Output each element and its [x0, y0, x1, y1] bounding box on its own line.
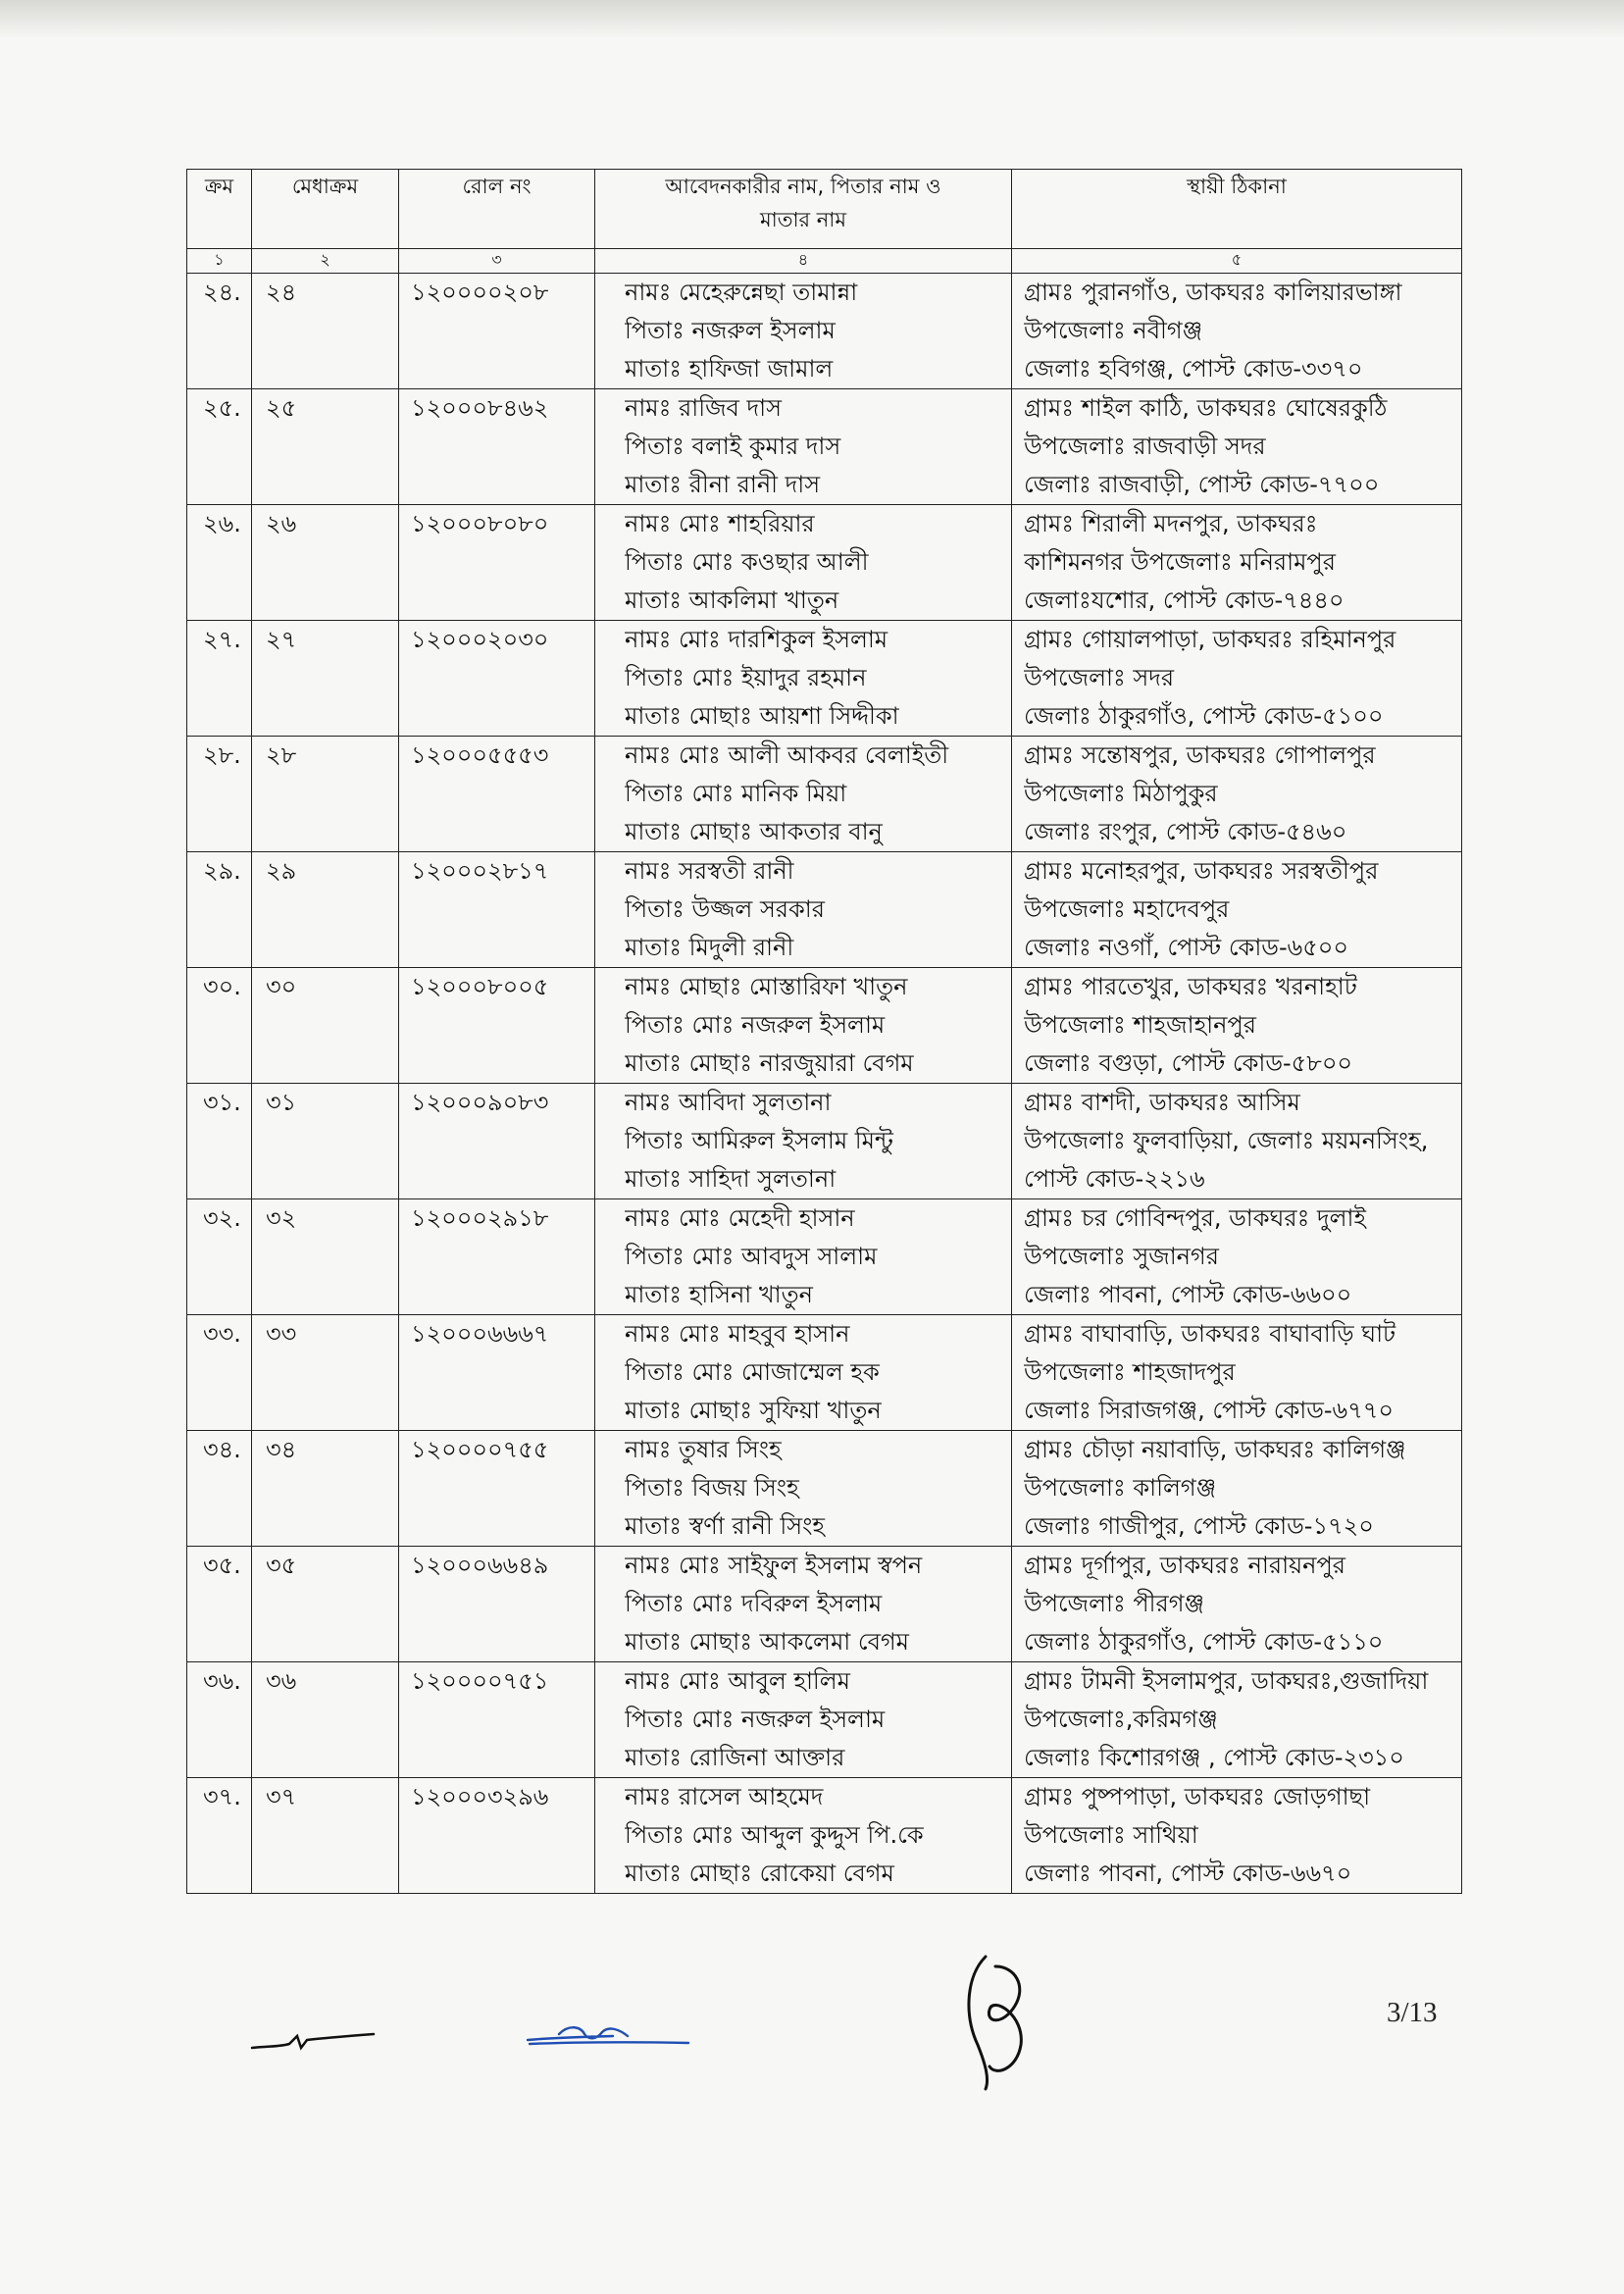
- roll-cell: [399, 274, 595, 389]
- column-number: ৩: [399, 249, 595, 274]
- address-line-3: জেলাঃ রংপুর, পোস্ট কোড-৫৪৬০: [1024, 818, 1347, 845]
- table-row: [187, 852, 1462, 968]
- merit-cell: [252, 968, 399, 1084]
- address-line-2: উপজেলাঃ মহাদেবপুর: [1024, 895, 1230, 923]
- table-row: [187, 505, 1462, 621]
- serial-cell: [187, 737, 252, 852]
- applicant-name: নামঃ রাজিব দাস: [625, 394, 782, 422]
- mother-name: মাতাঃ আকলিমা খাতুন: [625, 586, 839, 614]
- address-line-2: উপজেলাঃ মিঠাপুকুর: [1024, 780, 1218, 807]
- roll-value: ১২০০০০৭৫১: [411, 1667, 549, 1695]
- mother-name: মাতাঃ মোছাঃ আকলেমা বেগম: [625, 1628, 910, 1656]
- serial-value: ২৯.: [203, 857, 241, 885]
- mother-name: মাতাঃ মোছাঃ সুফিয়া খাতুন: [625, 1397, 882, 1424]
- serial-cell: [187, 274, 252, 389]
- address-line-2: উপজেলাঃ শাহজাদপুর: [1024, 1358, 1236, 1386]
- serial-cell: [187, 389, 252, 505]
- address-cell: [1012, 1315, 1462, 1431]
- roll-cell: [399, 389, 595, 505]
- roll-cell: [399, 1662, 595, 1778]
- applicant-name: নামঃ মোঃ আবুল হালিম: [625, 1667, 850, 1695]
- roll-value: ১২০০০২০৩০: [411, 626, 549, 653]
- merit-cell: [252, 621, 399, 737]
- mother-name: মাতাঃ হাসিনা খাতুন: [625, 1281, 813, 1308]
- applicant-name: নামঃ মোছাঃ মোস্তারিফা খাতুন: [625, 973, 908, 1000]
- header-serial: ক্রম: [187, 170, 252, 249]
- address-line-1: গ্রামঃ গোয়ালপাড়া, ডাকঘরঃ রহিমানপুর: [1024, 626, 1396, 653]
- address-line-1: গ্রামঃ পারতেখুর, ডাকঘরঃ খরনাহাট: [1024, 973, 1357, 1000]
- serial-cell: [187, 852, 252, 968]
- serial-cell: [187, 1431, 252, 1547]
- address-line-3: জেলাঃ নওগাঁ, পোস্ট কোড-৬৫০০: [1024, 934, 1349, 961]
- roll-value: ১২০০০৮০০৫: [411, 973, 549, 1000]
- table-row: [187, 1547, 1462, 1662]
- merit-value: ২৯: [266, 857, 297, 885]
- serial-cell: [187, 1547, 252, 1662]
- serial-cell: [187, 1199, 252, 1315]
- serial-cell: [187, 505, 252, 621]
- address-line-3: পোস্ট কোড-২২১৬: [1024, 1165, 1205, 1193]
- serial-value: ২৬.: [203, 510, 241, 537]
- address-line-2: উপজেলাঃ ফুলবাড়িয়া, জেলাঃ ময়মনসিংহ,: [1024, 1127, 1429, 1154]
- address-cell: [1012, 1431, 1462, 1547]
- name-cell: [595, 621, 1012, 737]
- address-line-3: জেলাঃ পাবনা, পোস্ট কোড-৬৬০০: [1024, 1281, 1352, 1308]
- merit-value: ৩০: [266, 973, 297, 1000]
- address-cell: [1012, 1778, 1462, 1894]
- header-roll: রোল নং: [399, 170, 595, 249]
- mother-name: মাতাঃ রোজিনা আক্তার: [625, 1744, 845, 1771]
- table-row: [187, 389, 1462, 505]
- applicant-name: নামঃ মোঃ দারশিকুল ইসলাম: [625, 626, 888, 653]
- address-line-1: গ্রামঃ চৌড়া নয়াবাড়ি, ডাকঘরঃ কালিগঞ্জ: [1024, 1436, 1406, 1463]
- address-cell: [1012, 1547, 1462, 1662]
- address-line-3: জেলাঃ ঠাকুরগাঁও, পোস্ট কোড-৫১১০: [1024, 1628, 1384, 1656]
- roll-value: ১২০০০৩২৯৬: [411, 1783, 549, 1810]
- address-cell: [1012, 274, 1462, 389]
- father-name: পিতাঃ মোঃ আবদুস সালাম: [625, 1243, 878, 1270]
- address-line-1: গ্রামঃ বাশদী, ডাকঘরঃ আসিম: [1024, 1089, 1300, 1116]
- address-line-2: কাশিমনগর উপজেলাঃ মনিরামপুর: [1024, 548, 1336, 576]
- roll-value: ১২০০০৮০৮০: [411, 510, 549, 537]
- name-cell: [595, 1199, 1012, 1315]
- address-line-1: গ্রামঃ চর গোবিন্দপুর, ডাকঘরঃ দুলাই: [1024, 1204, 1366, 1232]
- serial-value: ২৫.: [203, 394, 241, 422]
- father-name: পিতাঃ মোঃ মানিক মিয়া: [625, 780, 847, 807]
- address-cell: [1012, 968, 1462, 1084]
- name-cell: [595, 274, 1012, 389]
- father-name: পিতাঃ মোঃ মোজাম্মেল হক: [625, 1358, 880, 1386]
- father-name: পিতাঃ মোঃ আব্দুল কুদ্দুস পি.কে: [625, 1821, 924, 1849]
- mother-name: মাতাঃ সাহিদা সুলতানা: [625, 1165, 837, 1193]
- merit-value: ৩২: [266, 1204, 297, 1232]
- column-number-row: [187, 249, 1462, 274]
- father-name: পিতাঃ মোঃ দবিরুল ইসলাম: [625, 1590, 883, 1617]
- header-address: স্থায়ী ঠিকানা: [1012, 170, 1462, 249]
- address-line-3: জেলাঃ রাজবাড়ী, পোস্ট কোড-৭৭০০: [1024, 471, 1380, 498]
- address-line-2: উপজেলাঃ কালিগঞ্জ: [1024, 1474, 1217, 1502]
- signature-2: [520, 2011, 696, 2060]
- merit-cell: [252, 737, 399, 852]
- header-row: [187, 170, 1462, 249]
- serial-value: ৩৩.: [203, 1320, 241, 1348]
- serial-value: ৩৫.: [203, 1552, 241, 1579]
- merit-cell: [252, 1547, 399, 1662]
- header-name: [595, 170, 1012, 249]
- merit-value: ২৬: [266, 510, 297, 537]
- table-row: [187, 1778, 1462, 1894]
- table-row: [187, 968, 1462, 1084]
- name-cell: [595, 852, 1012, 968]
- applicant-name: নামঃ তুষার সিংহ: [625, 1436, 782, 1463]
- father-name: পিতাঃ নজরুল ইসলাম: [625, 317, 836, 344]
- applicant-name: নামঃ মোঃ শাহরিয়ার: [625, 510, 815, 537]
- address-cell: [1012, 737, 1462, 852]
- merit-value: ২৭: [266, 626, 297, 653]
- column-number: ২: [252, 249, 399, 274]
- address-line-3: জেলাঃ সিরাজগঞ্জ, পোস্ট কোড-৬৭৭০: [1024, 1397, 1394, 1424]
- mother-name: মাতাঃ মিদুলী রানী: [625, 934, 794, 961]
- address-line-2: উপজেলাঃ রাজবাড়ী সদর: [1024, 433, 1266, 460]
- father-name: পিতাঃ বিজয় সিংহ: [625, 1474, 799, 1502]
- serial-value: ২৪.: [203, 279, 241, 306]
- applicant-name: নামঃ মেহেরুন্নেছা তামান্না: [625, 279, 858, 306]
- mother-name: মাতাঃ স্বর্ণা রানী সিংহ: [625, 1512, 826, 1540]
- name-cell: [595, 505, 1012, 621]
- address-line-2: উপজেলাঃ সাথিয়া: [1024, 1821, 1198, 1849]
- mother-name: মাতাঃ মোছাঃ আয়শা সিদ্দীকা: [625, 702, 899, 730]
- merit-value: ৩৩: [266, 1320, 297, 1348]
- signature-initials: [956, 1947, 1044, 2094]
- address-line-2: উপজেলাঃ,করিমগঞ্জ: [1024, 1706, 1218, 1733]
- column-number: ৫: [1012, 249, 1462, 274]
- mother-name: মাতাঃ হাফিজা জামাল: [625, 355, 834, 382]
- address-line-1: গ্রামঃ বাঘাবাড়ি, ডাকঘরঃ বাঘাবাড়ি ঘাট: [1024, 1320, 1396, 1348]
- merit-cell: [252, 852, 399, 968]
- merit-cell: [252, 1431, 399, 1547]
- serial-cell: [187, 1662, 252, 1778]
- name-cell: [595, 737, 1012, 852]
- address-line-3: জেলাঃ গাজীপুর, পোস্ট কোড-১৭২০: [1024, 1512, 1374, 1540]
- header-merit: মেধাক্রম: [252, 170, 399, 249]
- merit-cell: [252, 1778, 399, 1894]
- address-line-1: গ্রামঃ পুরানগাঁও, ডাকঘরঃ কালিয়ারভাঙ্গা: [1024, 279, 1402, 306]
- address-cell: [1012, 1662, 1462, 1778]
- page-number: 3/13: [1387, 1997, 1438, 2028]
- roll-cell: [399, 737, 595, 852]
- name-cell: [595, 1547, 1012, 1662]
- father-name: পিতাঃ উজ্জল সরকার: [625, 895, 825, 923]
- address-cell: [1012, 505, 1462, 621]
- merit-cell: [252, 1084, 399, 1199]
- serial-cell: [187, 1315, 252, 1431]
- roll-value: ১২০০০২৯১৮: [411, 1204, 549, 1232]
- roll-value: ১২০০০৮৪৬২: [411, 394, 549, 422]
- father-name: পিতাঃ মোঃ ইয়াদুর রহমান: [625, 664, 867, 691]
- table-row: [187, 1199, 1462, 1315]
- name-cell: [595, 1084, 1012, 1199]
- serial-cell: [187, 1084, 252, 1199]
- column-number: ৪: [595, 249, 1012, 274]
- merit-cell: [252, 274, 399, 389]
- name-cell: [595, 968, 1012, 1084]
- merit-cell: [252, 1315, 399, 1431]
- roll-cell: [399, 1084, 595, 1199]
- roll-cell: [399, 621, 595, 737]
- father-name: পিতাঃ মোঃ নজরুল ইসলাম: [625, 1011, 886, 1039]
- table-row: [187, 1431, 1462, 1547]
- address-line-1: গ্রামঃ সন্তোষপুর, ডাকঘরঃ গোপালপুর: [1024, 741, 1376, 769]
- address-line-1: গ্রামঃ দূর্গাপুর, ডাকঘরঃ নারায়নপুর: [1024, 1552, 1346, 1579]
- table-row: [187, 1315, 1462, 1431]
- roll-value: ১২০০০০২০৮: [411, 279, 549, 306]
- father-name: পিতাঃ আমিরুল ইসলাম মিন্টু: [625, 1127, 893, 1154]
- applicant-table: [186, 169, 1462, 1894]
- merit-cell: [252, 1199, 399, 1315]
- address-cell: [1012, 389, 1462, 505]
- serial-value: ৩৭.: [203, 1783, 241, 1810]
- applicant-name: নামঃ মোঃ মাহবুব হাসান: [625, 1320, 850, 1348]
- applicant-name: নামঃ আবিদা সুলতানা: [625, 1089, 832, 1116]
- serial-value: ২৮.: [203, 741, 241, 769]
- roll-cell: [399, 852, 595, 968]
- serial-cell: [187, 1778, 252, 1894]
- roll-value: ১২০০০৬৬৬৭: [411, 1320, 549, 1348]
- serial-value: ৩০.: [203, 973, 241, 1000]
- applicant-name: নামঃ মোঃ মেহেদী হাসান: [625, 1204, 855, 1232]
- mother-name: মাতাঃ রীনা রানী দাস: [625, 471, 821, 498]
- table-row: [187, 1662, 1462, 1778]
- serial-value: ২৭.: [203, 626, 241, 653]
- merit-value: ৩৪: [266, 1436, 297, 1463]
- father-name: পিতাঃ বলাই কুমার দাস: [625, 433, 841, 460]
- merit-value: ২৪: [266, 279, 297, 306]
- serial-value: ৩১.: [203, 1089, 241, 1116]
- address-line-3: জেলাঃ ঠাকুরগাঁও, পোস্ট কোড-৫১০০: [1024, 702, 1384, 730]
- name-cell: [595, 1315, 1012, 1431]
- father-name: পিতাঃ মোঃ নজরুল ইসলাম: [625, 1706, 886, 1733]
- address-line-2: উপজেলাঃ শাহজাহানপুর: [1024, 1011, 1256, 1039]
- roll-cell: [399, 505, 595, 621]
- table-row: [187, 274, 1462, 389]
- merit-value: ৩৬: [266, 1667, 297, 1695]
- merit-value: ২৮: [266, 741, 297, 769]
- address-cell: [1012, 852, 1462, 968]
- name-cell: [595, 389, 1012, 505]
- serial-value: ৩৬.: [203, 1667, 241, 1695]
- applicant-name: নামঃ সরস্বতী রানী: [625, 857, 794, 885]
- roll-value: ১২০০০৬৬৪৯: [411, 1552, 549, 1579]
- address-line-3: জেলাঃ পাবনা, পোস্ট কোড-৬৬৭০: [1024, 1860, 1352, 1887]
- applicant-name: নামঃ মোঃ আলী আকবর বেলাইতী: [625, 741, 949, 769]
- applicant-name: নামঃ মোঃ সাইফুল ইসলাম স্বপন: [625, 1552, 923, 1579]
- roll-value: ১২০০০০৭৫৫: [411, 1436, 549, 1463]
- merit-cell: [252, 505, 399, 621]
- address-cell: [1012, 1199, 1462, 1315]
- merit-cell: [252, 389, 399, 505]
- header-name-line-2: মাতার নাম: [759, 208, 847, 231]
- applicant-name: নামঃ রাসেল আহমেদ: [625, 1783, 824, 1810]
- roll-cell: [399, 1199, 595, 1315]
- roll-value: ১২০০০৫৫৫৩: [411, 741, 549, 769]
- address-line-1: গ্রামঃ শাইল কাঠি, ডাকঘরঃ ঘোষেরকুঠি: [1024, 394, 1388, 422]
- address-line-2: উপজেলাঃ সুজানগর: [1024, 1243, 1219, 1270]
- roll-cell: [399, 1547, 595, 1662]
- serial-cell: [187, 968, 252, 1084]
- address-line-1: গ্রামঃ পুষ্পপাড়া, ডাকঘরঃ জোড়গাছা: [1024, 1783, 1371, 1810]
- address-line-2: উপজেলাঃ নবীগঞ্জ: [1024, 317, 1203, 344]
- signature-1: [250, 2011, 378, 2060]
- serial-value: ৩৪.: [203, 1436, 241, 1463]
- name-cell: [595, 1778, 1012, 1894]
- address-cell: [1012, 621, 1462, 737]
- mother-name: মাতাঃ মোছাঃ আকতার বানু: [625, 818, 883, 845]
- column-number: ১: [187, 249, 252, 274]
- roll-value: ১২০০০২৮১৭: [411, 857, 549, 885]
- table-row: [187, 621, 1462, 737]
- merit-value: ২৫: [266, 394, 297, 422]
- roll-cell: [399, 1431, 595, 1547]
- roll-cell: [399, 968, 595, 1084]
- merit-value: ৩১: [266, 1089, 297, 1116]
- address-line-2: উপজেলাঃ সদর: [1024, 664, 1175, 691]
- address-line-1: গ্রামঃ মনোহরপুর, ডাকঘরঃ সরস্বতীপুর: [1024, 857, 1379, 885]
- address-line-1: গ্রামঃ টামনী ইসলামপুর, ডাকঘরঃ,গুজাদিয়া: [1024, 1667, 1429, 1695]
- roll-value: ১২০০০৯০৮৩: [411, 1089, 549, 1116]
- name-cell: [595, 1431, 1012, 1547]
- serial-cell: [187, 621, 252, 737]
- merit-value: ৩৭: [266, 1783, 297, 1810]
- address-line-3: জেলাঃ বগুড়া, পোস্ট কোড-৫৮০০: [1024, 1049, 1353, 1077]
- address-line-1: গ্রামঃ শিরালী মদনপুর, ডাকঘরঃ: [1024, 510, 1318, 537]
- father-name: পিতাঃ মোঃ কওছার আলী: [625, 548, 869, 576]
- table-row: [187, 737, 1462, 852]
- address-line-3: জেলাঃ কিশোরগঞ্জ , পোস্ট কোড-২৩১০: [1024, 1744, 1404, 1771]
- merit-cell: [252, 1662, 399, 1778]
- address-line-3: জেলাঃযশোর, পোস্ট কোড-৭৪৪০: [1024, 586, 1345, 614]
- mother-name: মাতাঃ মোছাঃ রোকেয়া বেগম: [625, 1860, 894, 1887]
- table-row: [187, 1084, 1462, 1199]
- serial-value: ৩২.: [203, 1204, 241, 1232]
- mother-name: মাতাঃ মোছাঃ নারজুয়ারা বেগম: [625, 1049, 914, 1077]
- address-cell: [1012, 1084, 1462, 1199]
- merit-value: ৩৫: [266, 1552, 297, 1579]
- header-name-line-1: আবেদনকারীর নাম, পিতার নাম ও: [665, 175, 941, 198]
- name-cell: [595, 1662, 1012, 1778]
- address-line-2: উপজেলাঃ পীরগঞ্জ: [1024, 1590, 1204, 1617]
- roll-cell: [399, 1778, 595, 1894]
- roll-cell: [399, 1315, 595, 1431]
- address-line-3: জেলাঃ হবিগঞ্জ, পোস্ট কোড-৩৩৭০: [1024, 355, 1363, 382]
